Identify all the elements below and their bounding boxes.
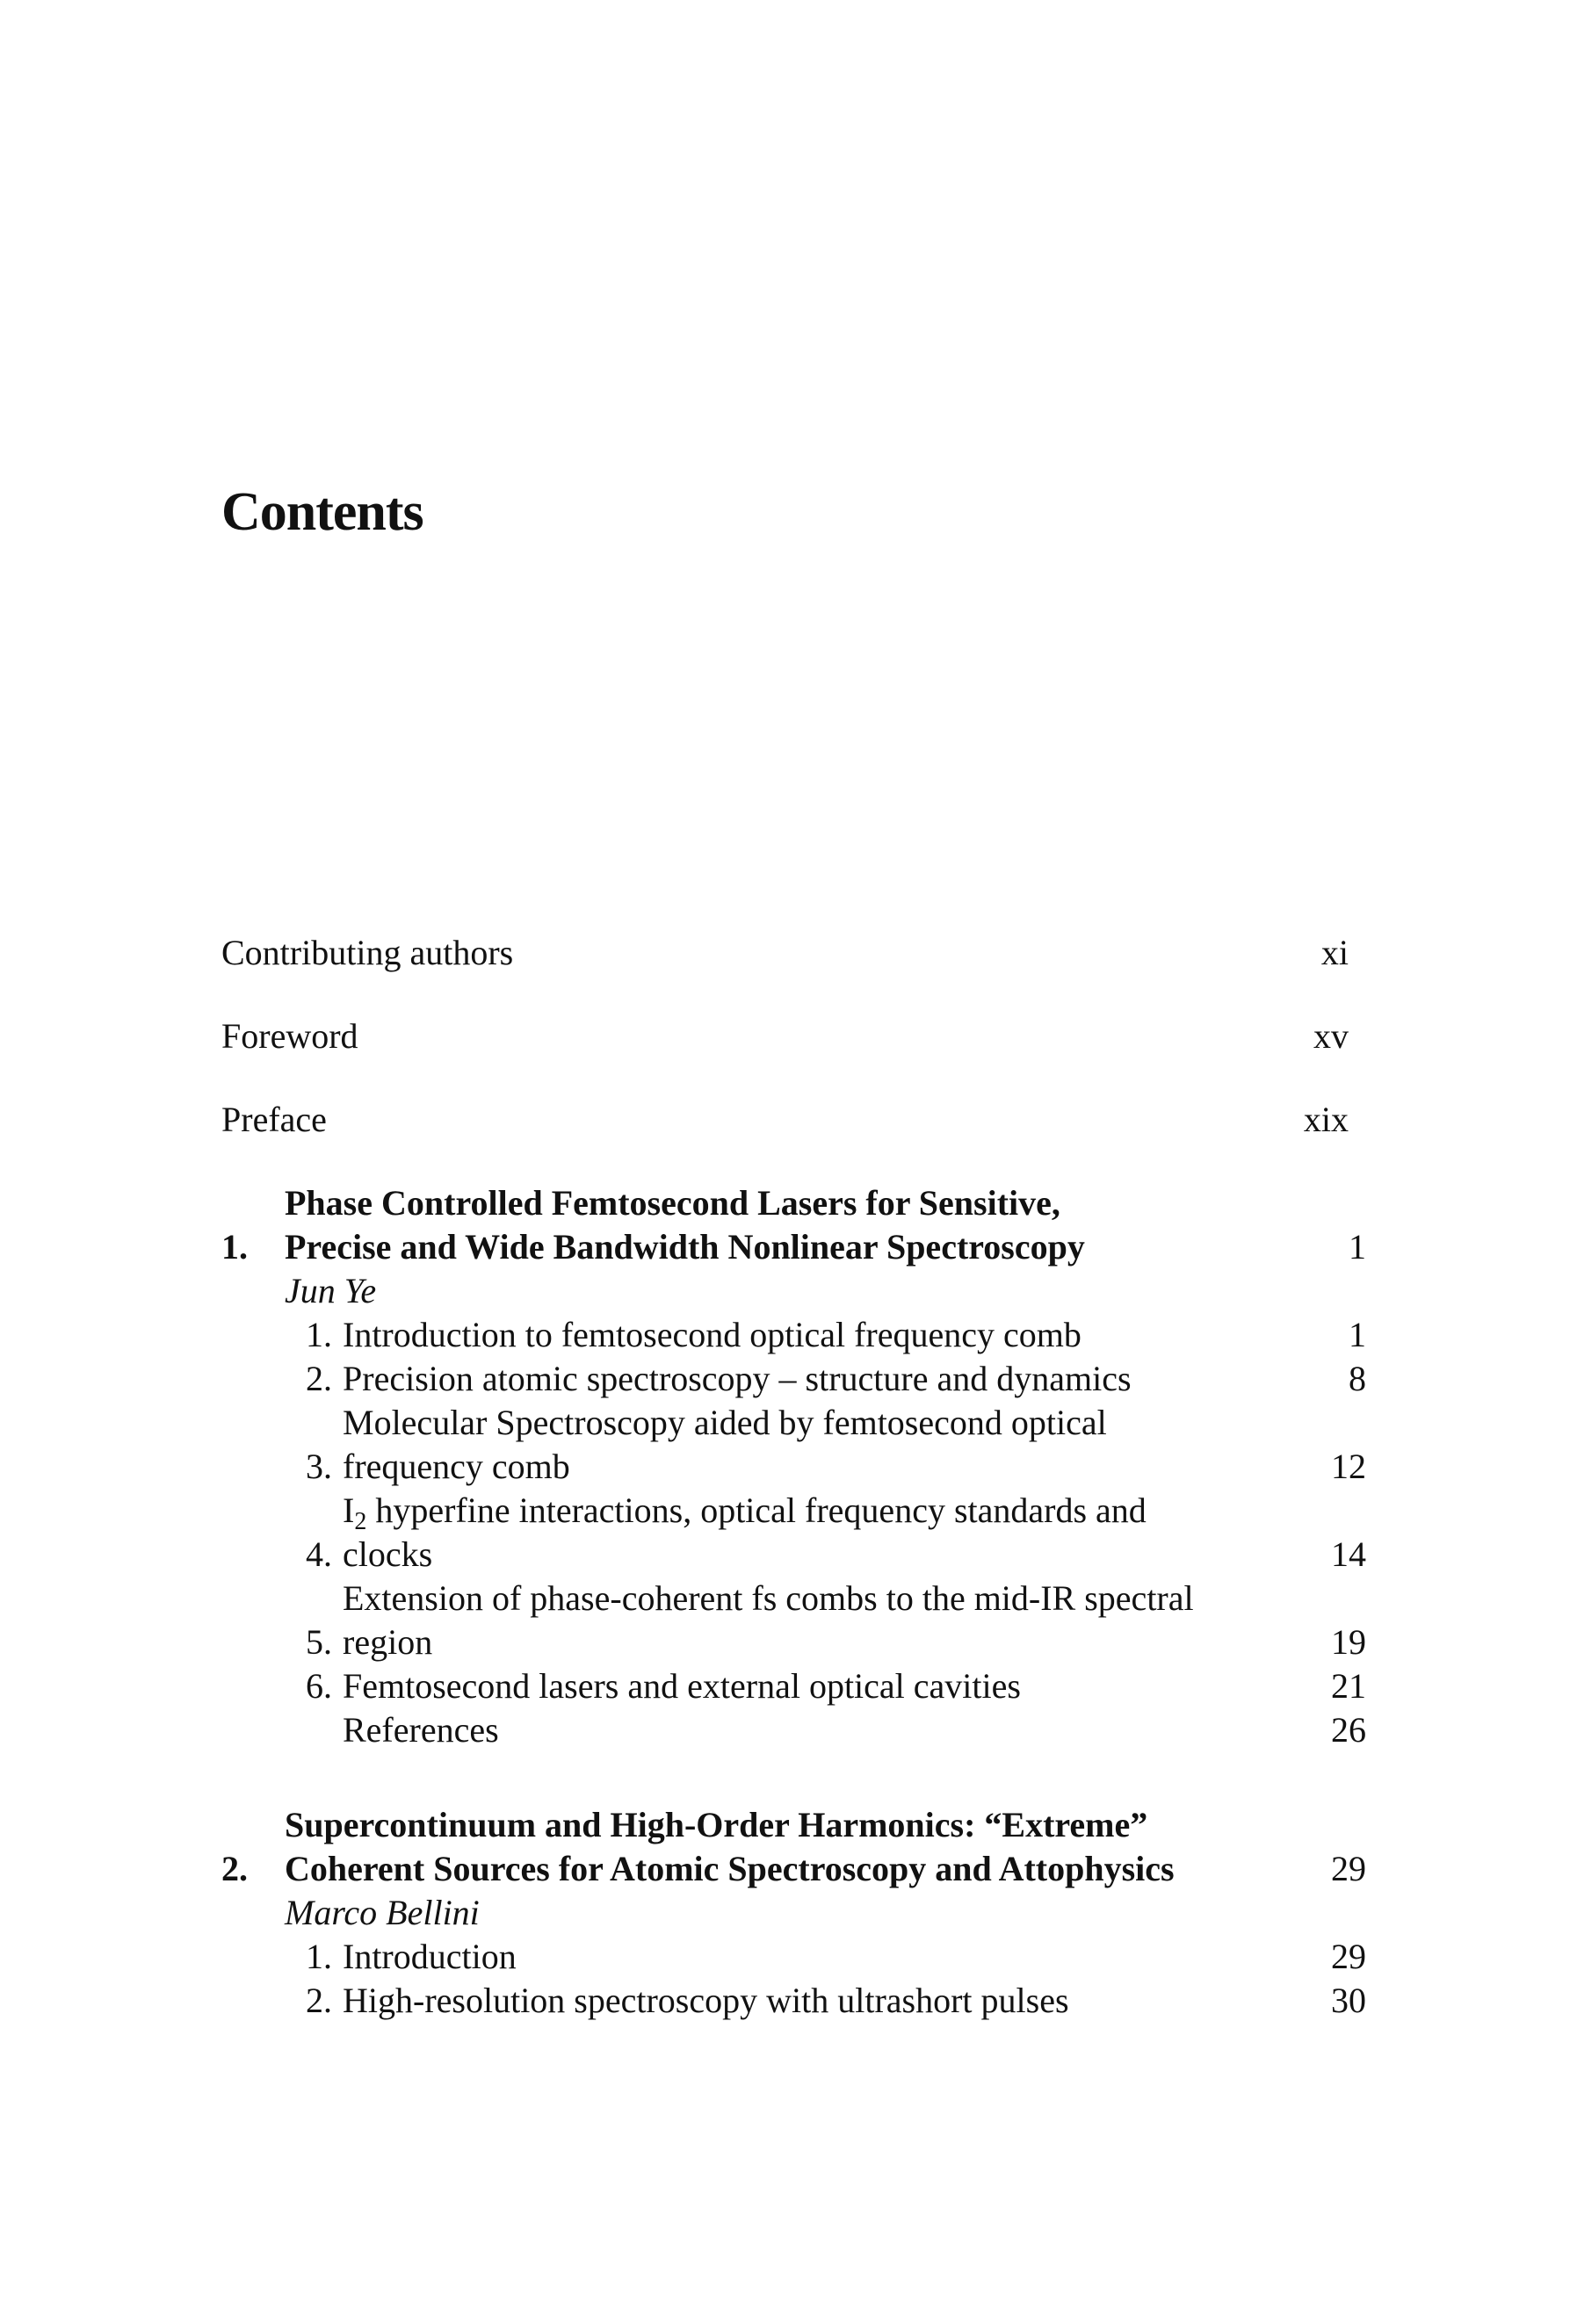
section-title-line: References <box>343 1710 499 1750</box>
chapter-page: 29 <box>1331 1849 1366 1888</box>
section-title <box>343 1357 1278 1401</box>
section-title <box>343 1401 1278 1489</box>
section-number: 6. <box>306 1666 332 1706</box>
section-page: 30 <box>1331 1981 1366 2020</box>
section-title-text: hyperfine interactions, optical frequency standards and <box>366 1490 1147 1530</box>
section-title <box>343 1489 1278 1577</box>
toc-entry-label: Contributing authors <box>221 933 514 972</box>
section-title-line: High-resolution spectroscopy with ultrashort pulses <box>343 1981 1069 2020</box>
section-title-line: Introduction <box>343 1937 517 1976</box>
chapter-2 <box>221 1803 1366 2023</box>
section-title <box>343 1664 1278 1708</box>
section-entry[interactable] <box>221 1577 1366 1664</box>
chapter-number: 1. <box>221 1227 248 1267</box>
section-page: 19 <box>1331 1622 1366 1662</box>
section-entry[interactable] <box>221 1357 1366 1401</box>
toc-entry-page: xv <box>1313 1016 1349 1056</box>
section-title <box>343 1708 1278 1752</box>
toc-entry-preface[interactable] <box>221 1098 1366 1142</box>
chapter-title-line: Coherent Sources for Atomic Spectroscopy and Attophysics <box>285 1849 1175 1888</box>
section-page: 29 <box>1331 1937 1366 1976</box>
section-page: 12 <box>1331 1447 1366 1486</box>
chapter-title <box>285 1803 1278 1891</box>
chapter-number: 2. <box>221 1849 248 1888</box>
section-title-line <box>343 1489 1278 1533</box>
section-number: 2. <box>306 1359 332 1398</box>
toc-entry-label: Foreword <box>221 1016 358 1056</box>
toc-entry-page: xix <box>1303 1100 1349 1139</box>
section-entry[interactable] <box>221 1401 1366 1489</box>
chapter-heading[interactable] <box>221 1803 1366 1891</box>
iodine-subscript: 2 <box>354 1508 367 1535</box>
section-page: 8 <box>1349 1359 1366 1398</box>
section-title-line: frequency comb <box>343 1447 570 1486</box>
section-title <box>343 1313 1278 1357</box>
chapter-title-line: Phase Controlled Femtosecond Lasers for Sensitive, <box>285 1183 1060 1223</box>
toc-entry-contributing-authors[interactable] <box>221 931 1366 975</box>
section-page: 26 <box>1331 1710 1366 1750</box>
section-title-line: Precision atomic spectroscopy – structure and dynamics <box>343 1359 1132 1398</box>
section-title <box>343 1935 1278 1979</box>
section-entry[interactable] <box>221 1489 1366 1577</box>
section-entry[interactable] <box>221 1935 1366 1979</box>
page-title: Contents <box>221 482 423 542</box>
section-title-line: Introduction to femtosecond optical frequency comb <box>343 1315 1081 1354</box>
chapter-title-line: Supercontinuum and High-Order Harmonics: “Extreme” <box>285 1805 1148 1844</box>
section-entry-references[interactable] <box>221 1708 1366 1752</box>
chapter-title-line: Precise and Wide Bandwidth Nonlinear Spectroscopy <box>285 1227 1085 1267</box>
chapter-page: 1 <box>1349 1227 1366 1267</box>
section-number: 3. <box>306 1447 332 1486</box>
section-entry[interactable] <box>221 1664 1366 1708</box>
section-number: 5. <box>306 1622 332 1662</box>
section-number: 1. <box>306 1937 332 1976</box>
section-title-line: clocks <box>343 1534 433 1574</box>
section-number: 1. <box>306 1315 332 1354</box>
section-title-line: Molecular Spectroscopy aided by femtosecond optical <box>343 1403 1107 1442</box>
chapter-author: Marco Bellini <box>285 1893 480 1932</box>
section-title-line: region <box>343 1622 433 1662</box>
section-page: 1 <box>1349 1315 1366 1354</box>
chapter-1 <box>221 1181 1366 1752</box>
section-entry[interactable] <box>221 1979 1366 2023</box>
table-of-contents <box>221 931 1366 2074</box>
section-title-line: Extension of phase-coherent fs combs to the mid-IR spectral <box>343 1578 1194 1618</box>
section-page: 21 <box>1331 1666 1366 1706</box>
section-page: 14 <box>1331 1534 1366 1574</box>
section-entry[interactable] <box>221 1313 1366 1357</box>
chapter-title <box>285 1181 1278 1269</box>
chapter-heading[interactable] <box>221 1181 1366 1269</box>
toc-entry-label: Preface <box>221 1100 327 1139</box>
toc-entry-page: xi <box>1320 933 1349 972</box>
section-number: 4. <box>306 1534 332 1574</box>
section-title <box>343 1979 1278 2023</box>
section-title <box>343 1577 1278 1664</box>
section-title-line: Femtosecond lasers and external optical cavities <box>343 1666 1021 1706</box>
toc-entry-foreword[interactable] <box>221 1014 1366 1058</box>
iodine-symbol: I <box>343 1490 355 1530</box>
section-number: 2. <box>306 1981 332 2020</box>
chapter-author: Jun Ye <box>285 1271 377 1310</box>
